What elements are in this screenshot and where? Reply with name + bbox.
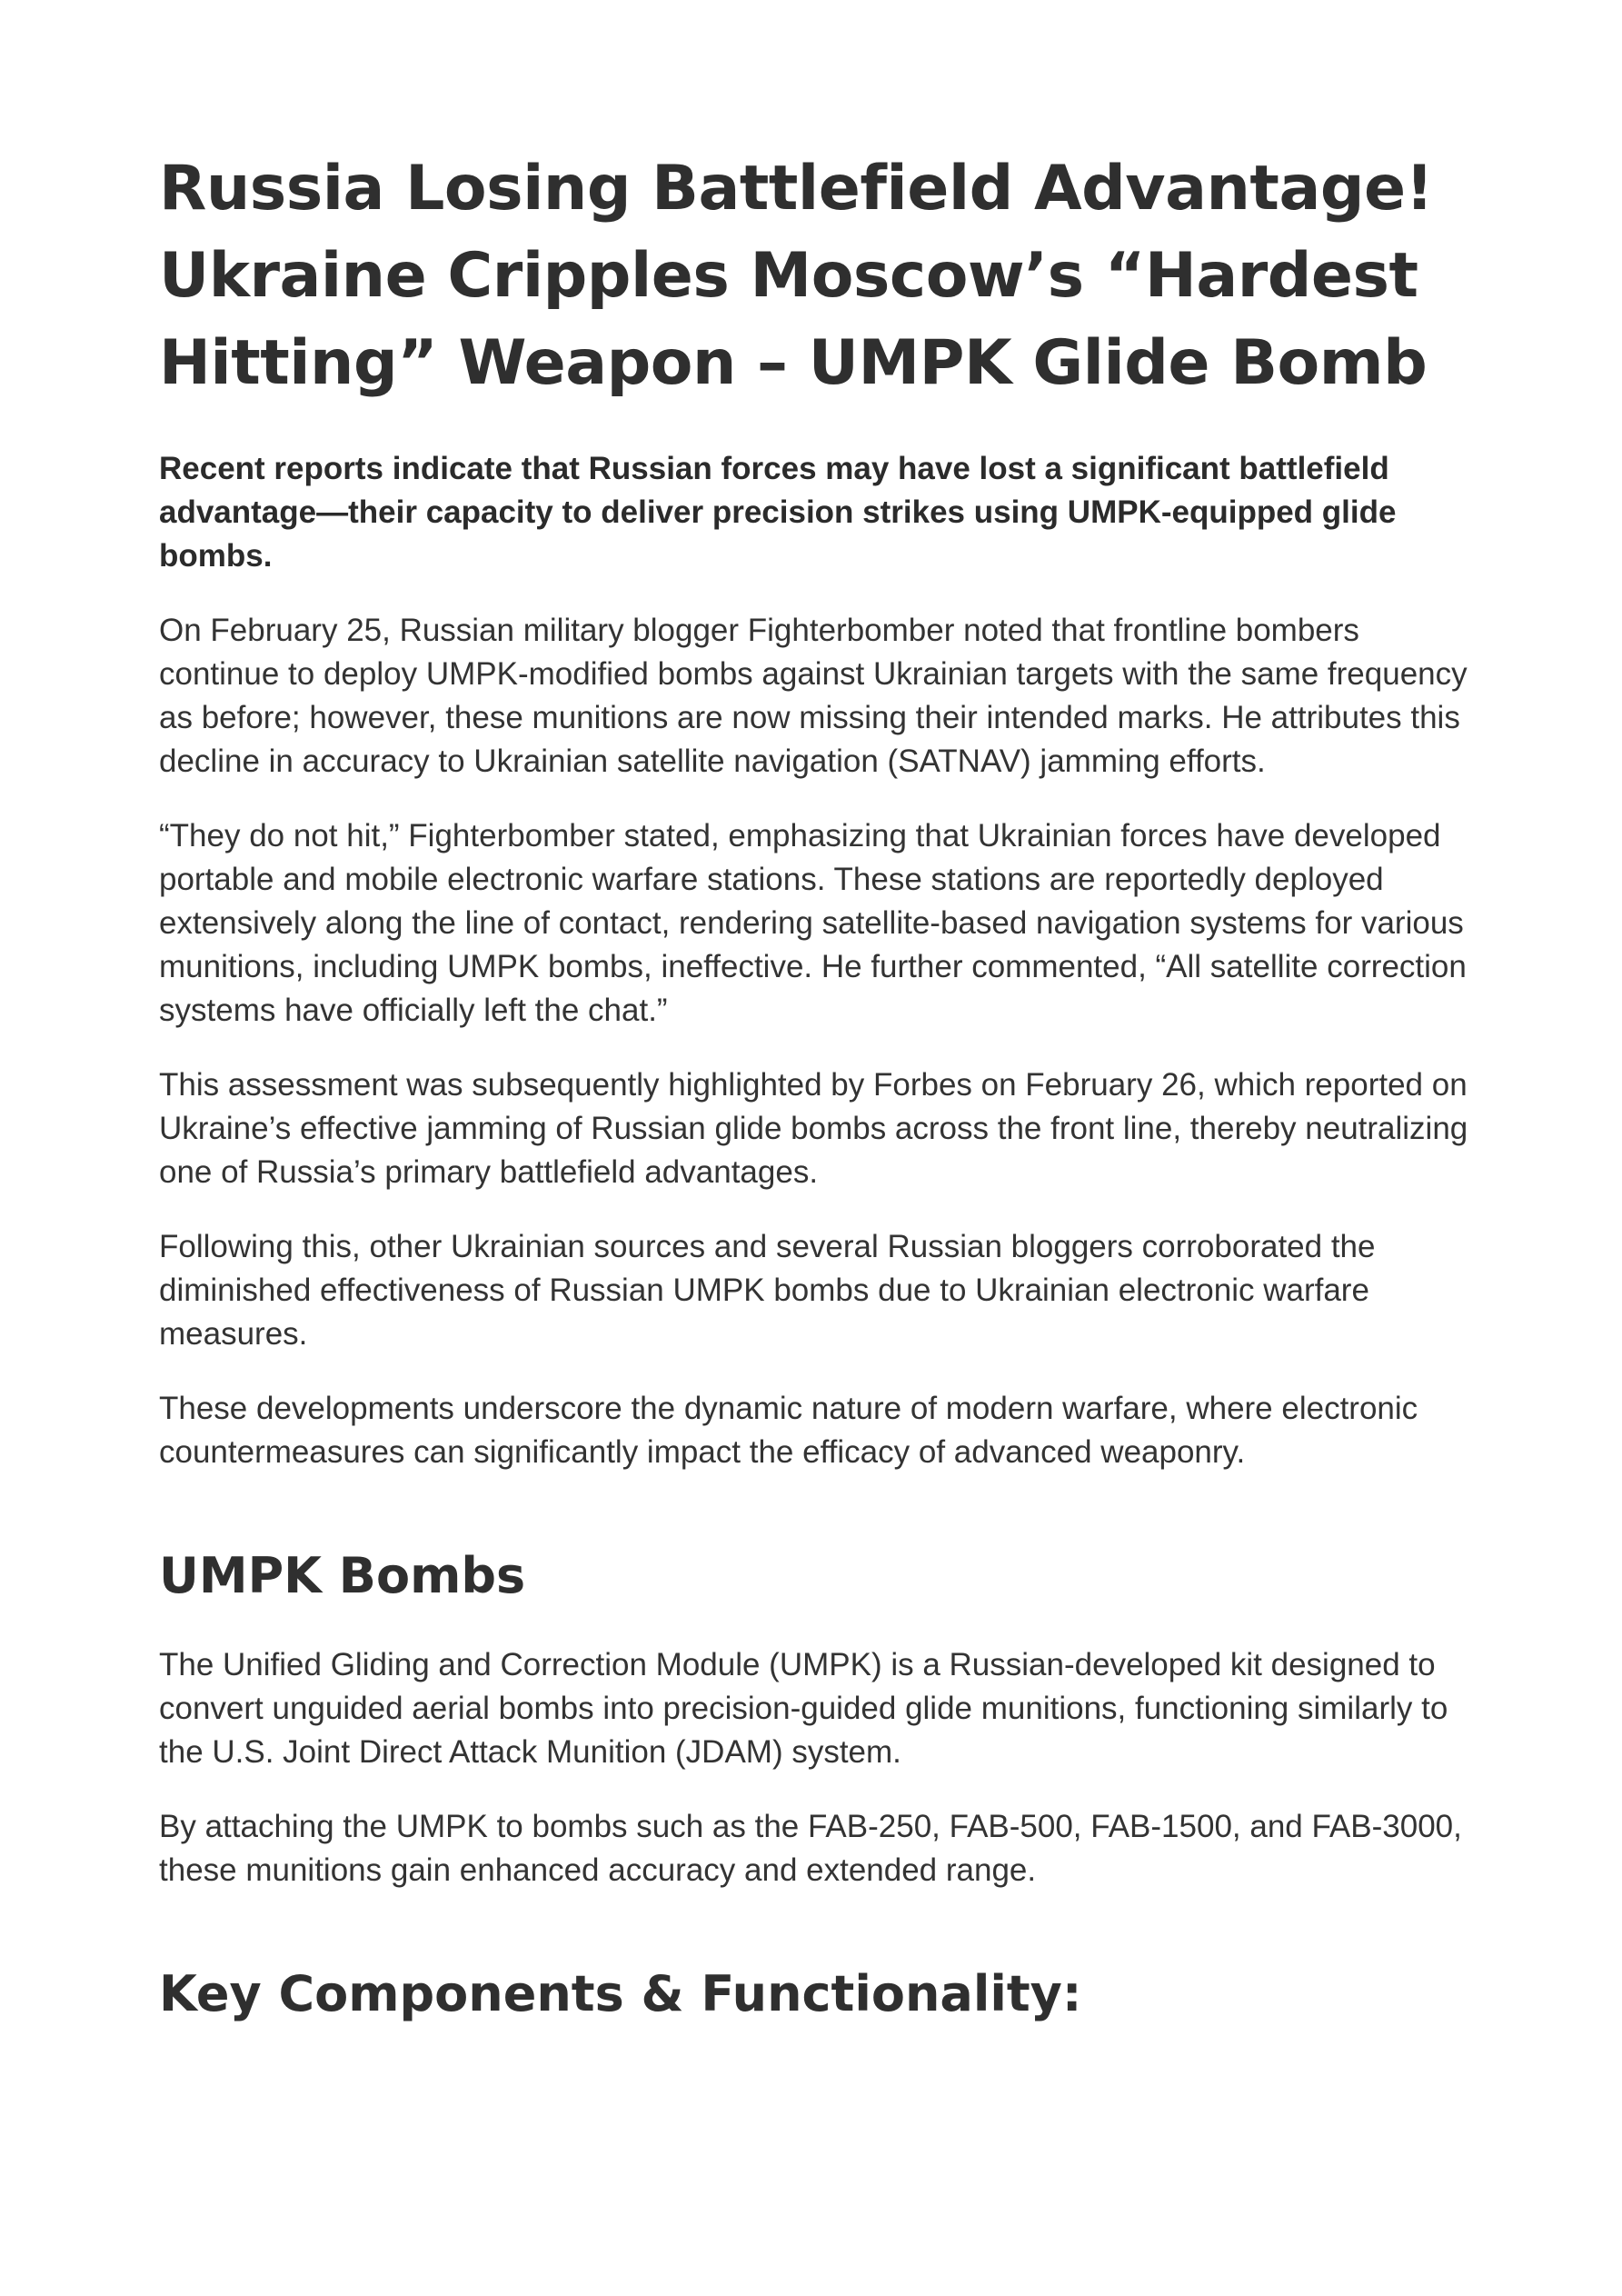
article-title-line: Hitting” Weapon – UMPK Glide Bomb [159, 327, 1428, 399]
umpk-paragraph: By attaching the UMPK to bombs such as the FAB-250, FAB-500, FAB-1500, and FAB-3000, these munitions gain enhanced accuracy and extended range. [159, 1809, 1462, 1888]
article-lead: Recent reports indicate that Russian forces may have lost a significant battlefield advantage—their capacity to deliver precision strikes using UMPK-equipped glide bombs. [159, 451, 1397, 574]
document-page [159, 145, 1477, 2027]
article-title-line: Russia Losing Battlefield Advantage! [159, 153, 1434, 225]
article-paragraph: On February 25, Russian military blogger Fighterbomber noted that frontline bombers continue to deploy UMPK-modified bombs against Ukrainian targets with the same frequency as before; however, these munitions are now missing their intended marks. He attributes this decline in accuracy to Ukrainian satellite navigation (SATNAV) jamming efforts. [159, 613, 1468, 779]
article-paragraph: These developments underscore the dynamic nature of modern warfare, where electronic countermeasures can significantly impact the efficacy of advanced weaponry. [159, 1391, 1418, 1470]
article-title [159, 145, 1477, 407]
article-paragraph: This assessment was subsequently highlighted by Forbes on February 26, which reported on Ukraine’s effective jamming of Russian glide bombs across the front line, thereby neutralizing one of Russia’s primary battlefield advantages. [159, 1067, 1468, 1190]
umpk-paragraph: The Unified Gliding and Correction Module (UMPK) is a Russian-developed kit designed to convert unguided aerial bombs into precision-guided glide munitions, functioning similarly to the U.S. Joint Direct Attack Munition (JDAM) system. [159, 1647, 1448, 1770]
article-paragraph: “They do not hit,” Fighterbomber stated, emphasizing that Ukrainian forces have developed portable and mobile electronic warfare stations. These stations are reportedly deployed extensively along the line of contact, rendering satellite-based navigation systems for various munitions, including UMPK bombs, ineffective. He further commented, “All satellite correction systems have officially left the chat.” [159, 818, 1467, 1028]
section-heading-umpk-bombs: UMPK Bombs [159, 1547, 526, 1604]
article-paragraph: Following this, other Ukrainian sources and several Russian bloggers corroborated the diminished effectiveness of Russian UMPK bombs due to Ukrainian electronic warfare measures. [159, 1229, 1376, 1352]
section-heading-key-components: Key Components & Functionality: [159, 1965, 1082, 2022]
article-title-line: Ukraine Cripples Moscow’s “Hardest [159, 240, 1418, 312]
